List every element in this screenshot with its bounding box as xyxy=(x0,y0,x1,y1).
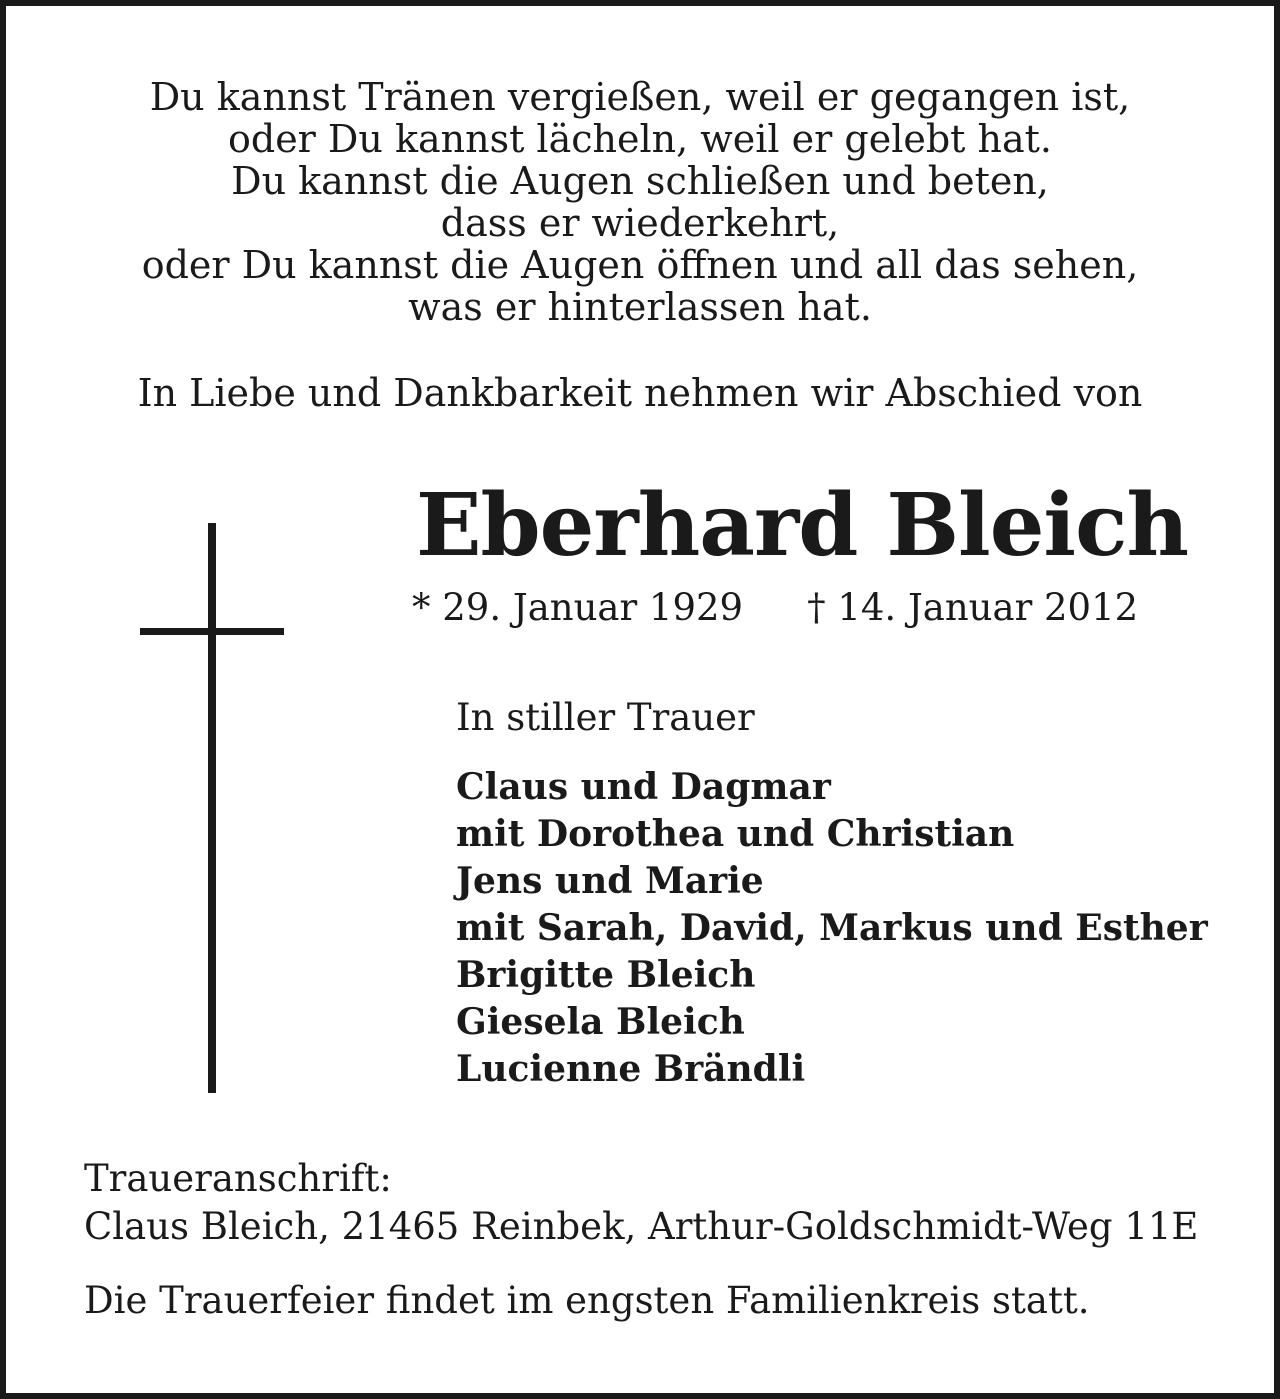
family-member: mit Sarah, David, Markus und Esther xyxy=(456,907,1208,949)
mourning-intro: In stiller Trauer xyxy=(456,696,755,739)
family-member: Lucienne Brändli xyxy=(456,1048,806,1090)
cross-horizontal-beam xyxy=(140,628,284,635)
poem-line: dass er wiederkehrt, xyxy=(440,201,840,245)
poem-line: was er hinterlassen hat. xyxy=(408,285,872,329)
poem-line: Du kannst Tränen vergießen, weil er gegangen ist, xyxy=(149,75,1131,119)
poem-line: oder Du kannst lächeln, weil er gelebt hat. xyxy=(227,117,1052,161)
farewell-line: In Liebe und Dankbarkeit nehmen wir Abschied von xyxy=(137,371,1143,415)
ceremony-note: Die Trauerfeier findet im engsten Familienkreis statt. xyxy=(84,1279,1090,1322)
mourning-address: Claus Bleich, 21465 Reinbek, Arthur-Goldschmidt-Weg 11E xyxy=(84,1205,1199,1248)
poem-line: oder Du kannst die Augen öffnen und all das sehen, xyxy=(141,243,1139,287)
cross-icon xyxy=(134,516,284,1096)
deceased-name: Eberhard Bleich xyxy=(416,475,1188,576)
address-label: Traueranschrift: xyxy=(84,1157,392,1200)
poem-line: Du kannst die Augen schließen und beten, xyxy=(231,159,1049,203)
family-member: Brigitte Bleich xyxy=(456,954,756,996)
death-date: † 14. Januar 2012 xyxy=(807,586,1139,629)
family-member: Giesela Bleich xyxy=(456,1001,745,1043)
life-dates xyxy=(412,586,1138,630)
family-member: mit Dorothea und Christian xyxy=(456,813,1015,855)
poem xyxy=(6,76,1274,328)
family-member: Claus und Dagmar xyxy=(456,766,831,808)
family-list xyxy=(456,764,1208,1093)
cross-vertical-beam xyxy=(208,523,216,1093)
family-member: Jens und Marie xyxy=(456,860,764,902)
birth-date: * 29. Januar 1929 xyxy=(412,586,744,629)
